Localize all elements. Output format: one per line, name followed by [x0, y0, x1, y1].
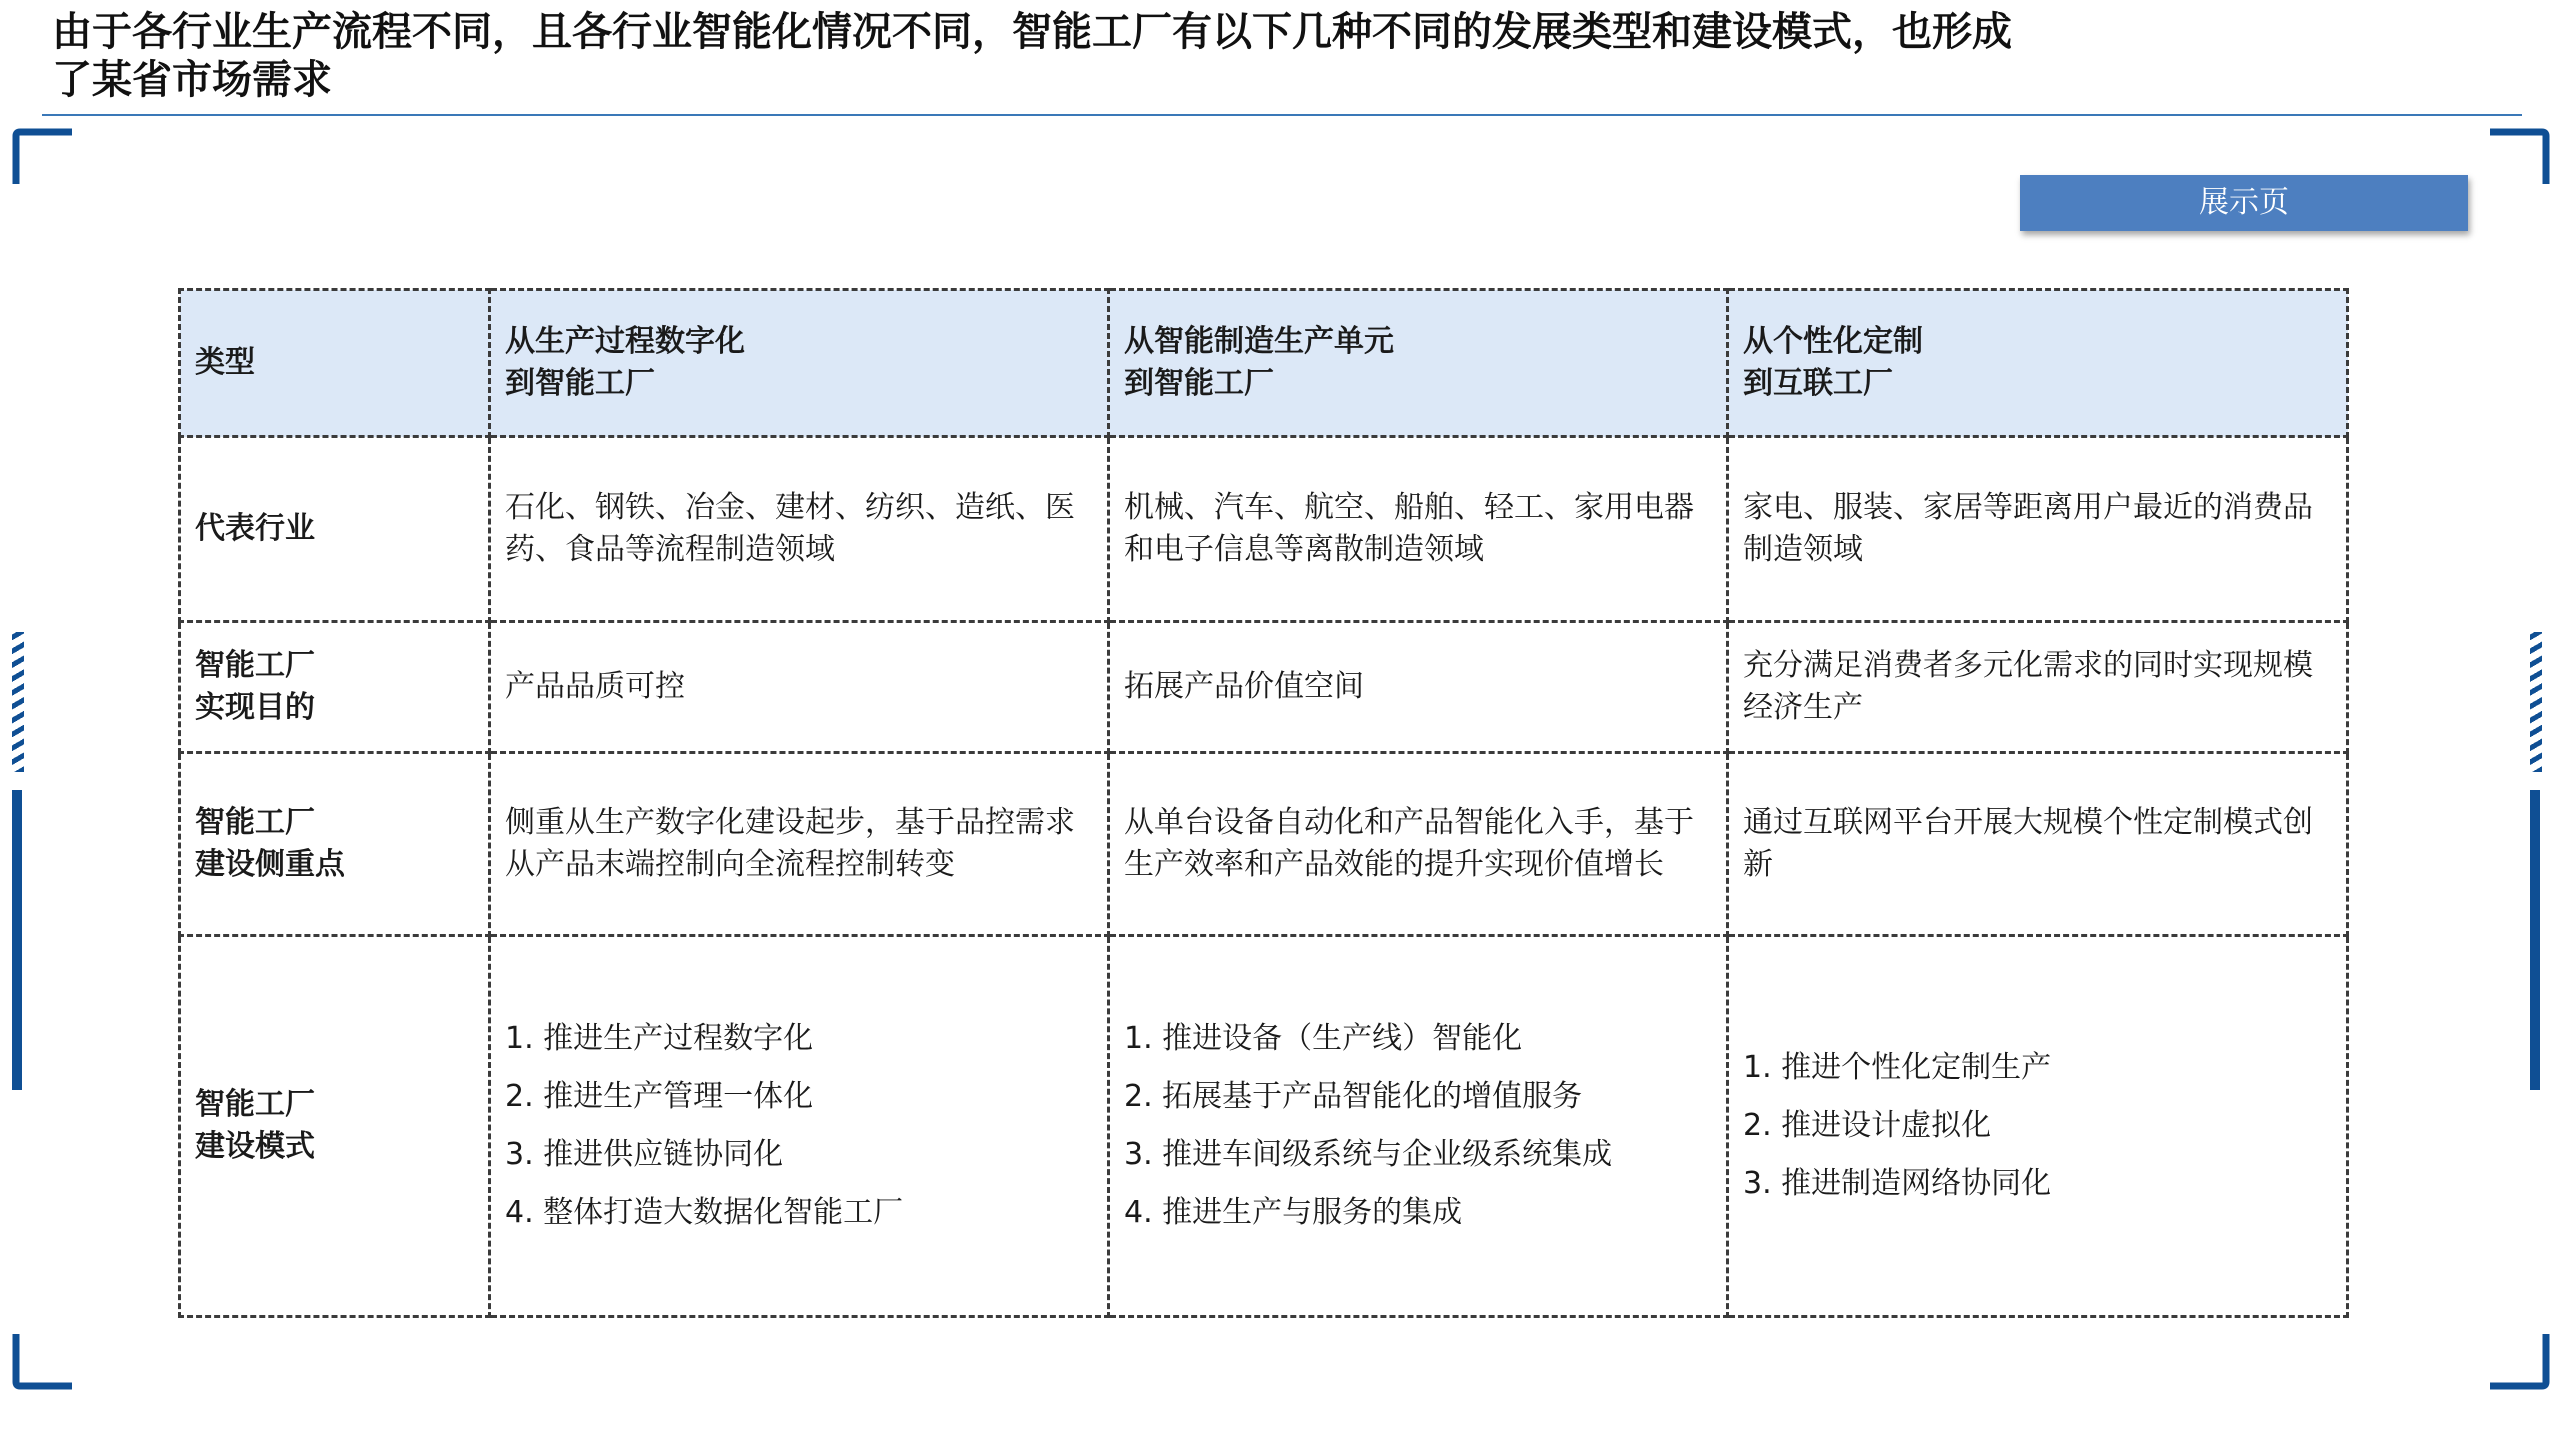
table-header-row — [180, 290, 2348, 437]
header-col-3-line-1: 从个性化定制 — [1743, 324, 1923, 359]
corner-bracket-bottom-left — [12, 1330, 72, 1390]
list-item: 1. 推进生产过程数字化 — [505, 1021, 814, 1056]
table-cell: 通过互联网平台开展大规模个性定制模式创新 — [1728, 753, 2348, 936]
header-cell-col-2 — [1109, 290, 1728, 437]
header-cell-col-1 — [490, 290, 1109, 437]
list-item: 1. 推进设备（生产线）智能化 — [1124, 1021, 1523, 1056]
table-cell: 产品品质可控 — [490, 622, 1109, 753]
corner-bracket-bottom-right — [2490, 1330, 2550, 1390]
list-item: 3. 推进制造网络协同化 — [1743, 1166, 2052, 1201]
row-label-cell — [180, 437, 490, 622]
table-cell: 石化、钢铁、冶金、建材、纺织、造纸、医药、食品等流程制造领域 — [490, 437, 1109, 622]
corner-bracket-top-left — [12, 128, 72, 188]
table-cell: 从单台设备自动化和产品智能化入手，基于生产效率和产品效能的提升实现价值增长 — [1109, 753, 1728, 936]
left-bar-decoration — [12, 790, 22, 1090]
header-cell-type — [180, 290, 490, 437]
demo-page-button[interactable]: 展示页 — [2020, 175, 2468, 231]
table-row-purpose — [180, 622, 2348, 753]
table-cell: 侧重从生产数字化建设起步，基于品控需求从产品末端控制向全流程控制转变 — [490, 753, 1109, 936]
right-stripe-decoration — [2530, 632, 2542, 772]
header-col-2-line-1: 从智能制造生产单元 — [1124, 324, 1394, 359]
row-label-line-2: 建设侧重点 — [195, 847, 345, 882]
header-col-3-line-2: 到互联工厂 — [1743, 366, 1893, 401]
list-item: 2. 推进生产管理一体化 — [505, 1079, 814, 1114]
row-label-line-1: 智能工厂 — [195, 648, 315, 683]
page-title — [52, 8, 2232, 104]
table-cell: 充分满足消费者多元化需求的同时实现规模经济生产 — [1728, 622, 2348, 753]
table-cell — [490, 936, 1109, 1317]
row-label-line-2: 建设模式 — [195, 1129, 315, 1164]
header-type-label: 类型 — [195, 345, 255, 380]
right-bar-decoration — [2530, 790, 2540, 1090]
row-label-cell — [180, 936, 490, 1317]
table-cell: 机械、汽车、航空、船舶、轻工、家用电器和电子信息等离散制造领域 — [1109, 437, 1728, 622]
table-cell: 拓展产品价值空间 — [1109, 622, 1728, 753]
title-line-2: 了某省市场需求 — [52, 57, 332, 103]
mode-list-col-3 — [1743, 1039, 2332, 1213]
list-item: 4. 整体打造大数据化智能工厂 — [505, 1195, 904, 1230]
table-row-representative-industries — [180, 437, 2348, 622]
factory-types-table — [178, 288, 2349, 1318]
list-item: 1. 推进个性化定制生产 — [1743, 1050, 2052, 1085]
row-label-cell — [180, 753, 490, 936]
row-label: 代表行业 — [195, 511, 315, 546]
list-item: 2. 拓展基于产品智能化的增值服务 — [1124, 1079, 1583, 1114]
table-cell: 家电、服装、家居等距离用户最近的消费品制造领域 — [1728, 437, 2348, 622]
header-col-1-line-2: 到智能工厂 — [505, 366, 655, 401]
row-label-cell — [180, 622, 490, 753]
header-cell-col-3 — [1728, 290, 2348, 437]
corner-bracket-top-right — [2490, 128, 2550, 188]
mode-list-col-1 — [505, 1010, 1093, 1242]
title-divider — [42, 114, 2522, 116]
row-label-line-1: 智能工厂 — [195, 805, 315, 840]
left-stripe-decoration — [12, 632, 24, 772]
table-row-construction-mode — [180, 936, 2348, 1317]
row-label-line-2: 实现目的 — [195, 690, 315, 725]
list-item: 4. 推进生产与服务的集成 — [1124, 1195, 1463, 1230]
mode-list-col-2 — [1124, 1010, 1712, 1242]
header-col-1-line-1: 从生产过程数字化 — [505, 324, 745, 359]
table-row-focus — [180, 753, 2348, 936]
table-cell — [1728, 936, 2348, 1317]
title-line-1: 由于各行业生产流程不同，且各行业智能化情况不同，智能工厂有以下几种不同的发展类型和建设模式，也形成 — [52, 9, 2012, 55]
list-item: 3. 推进车间级系统与企业级系统集成 — [1124, 1137, 1613, 1172]
header-col-2-line-2: 到智能工厂 — [1124, 366, 1274, 401]
list-item: 3. 推进供应链协同化 — [505, 1137, 784, 1172]
table-cell — [1109, 936, 1728, 1317]
list-item: 2. 推进设计虚拟化 — [1743, 1108, 1992, 1143]
row-label-line-1: 智能工厂 — [195, 1087, 315, 1122]
